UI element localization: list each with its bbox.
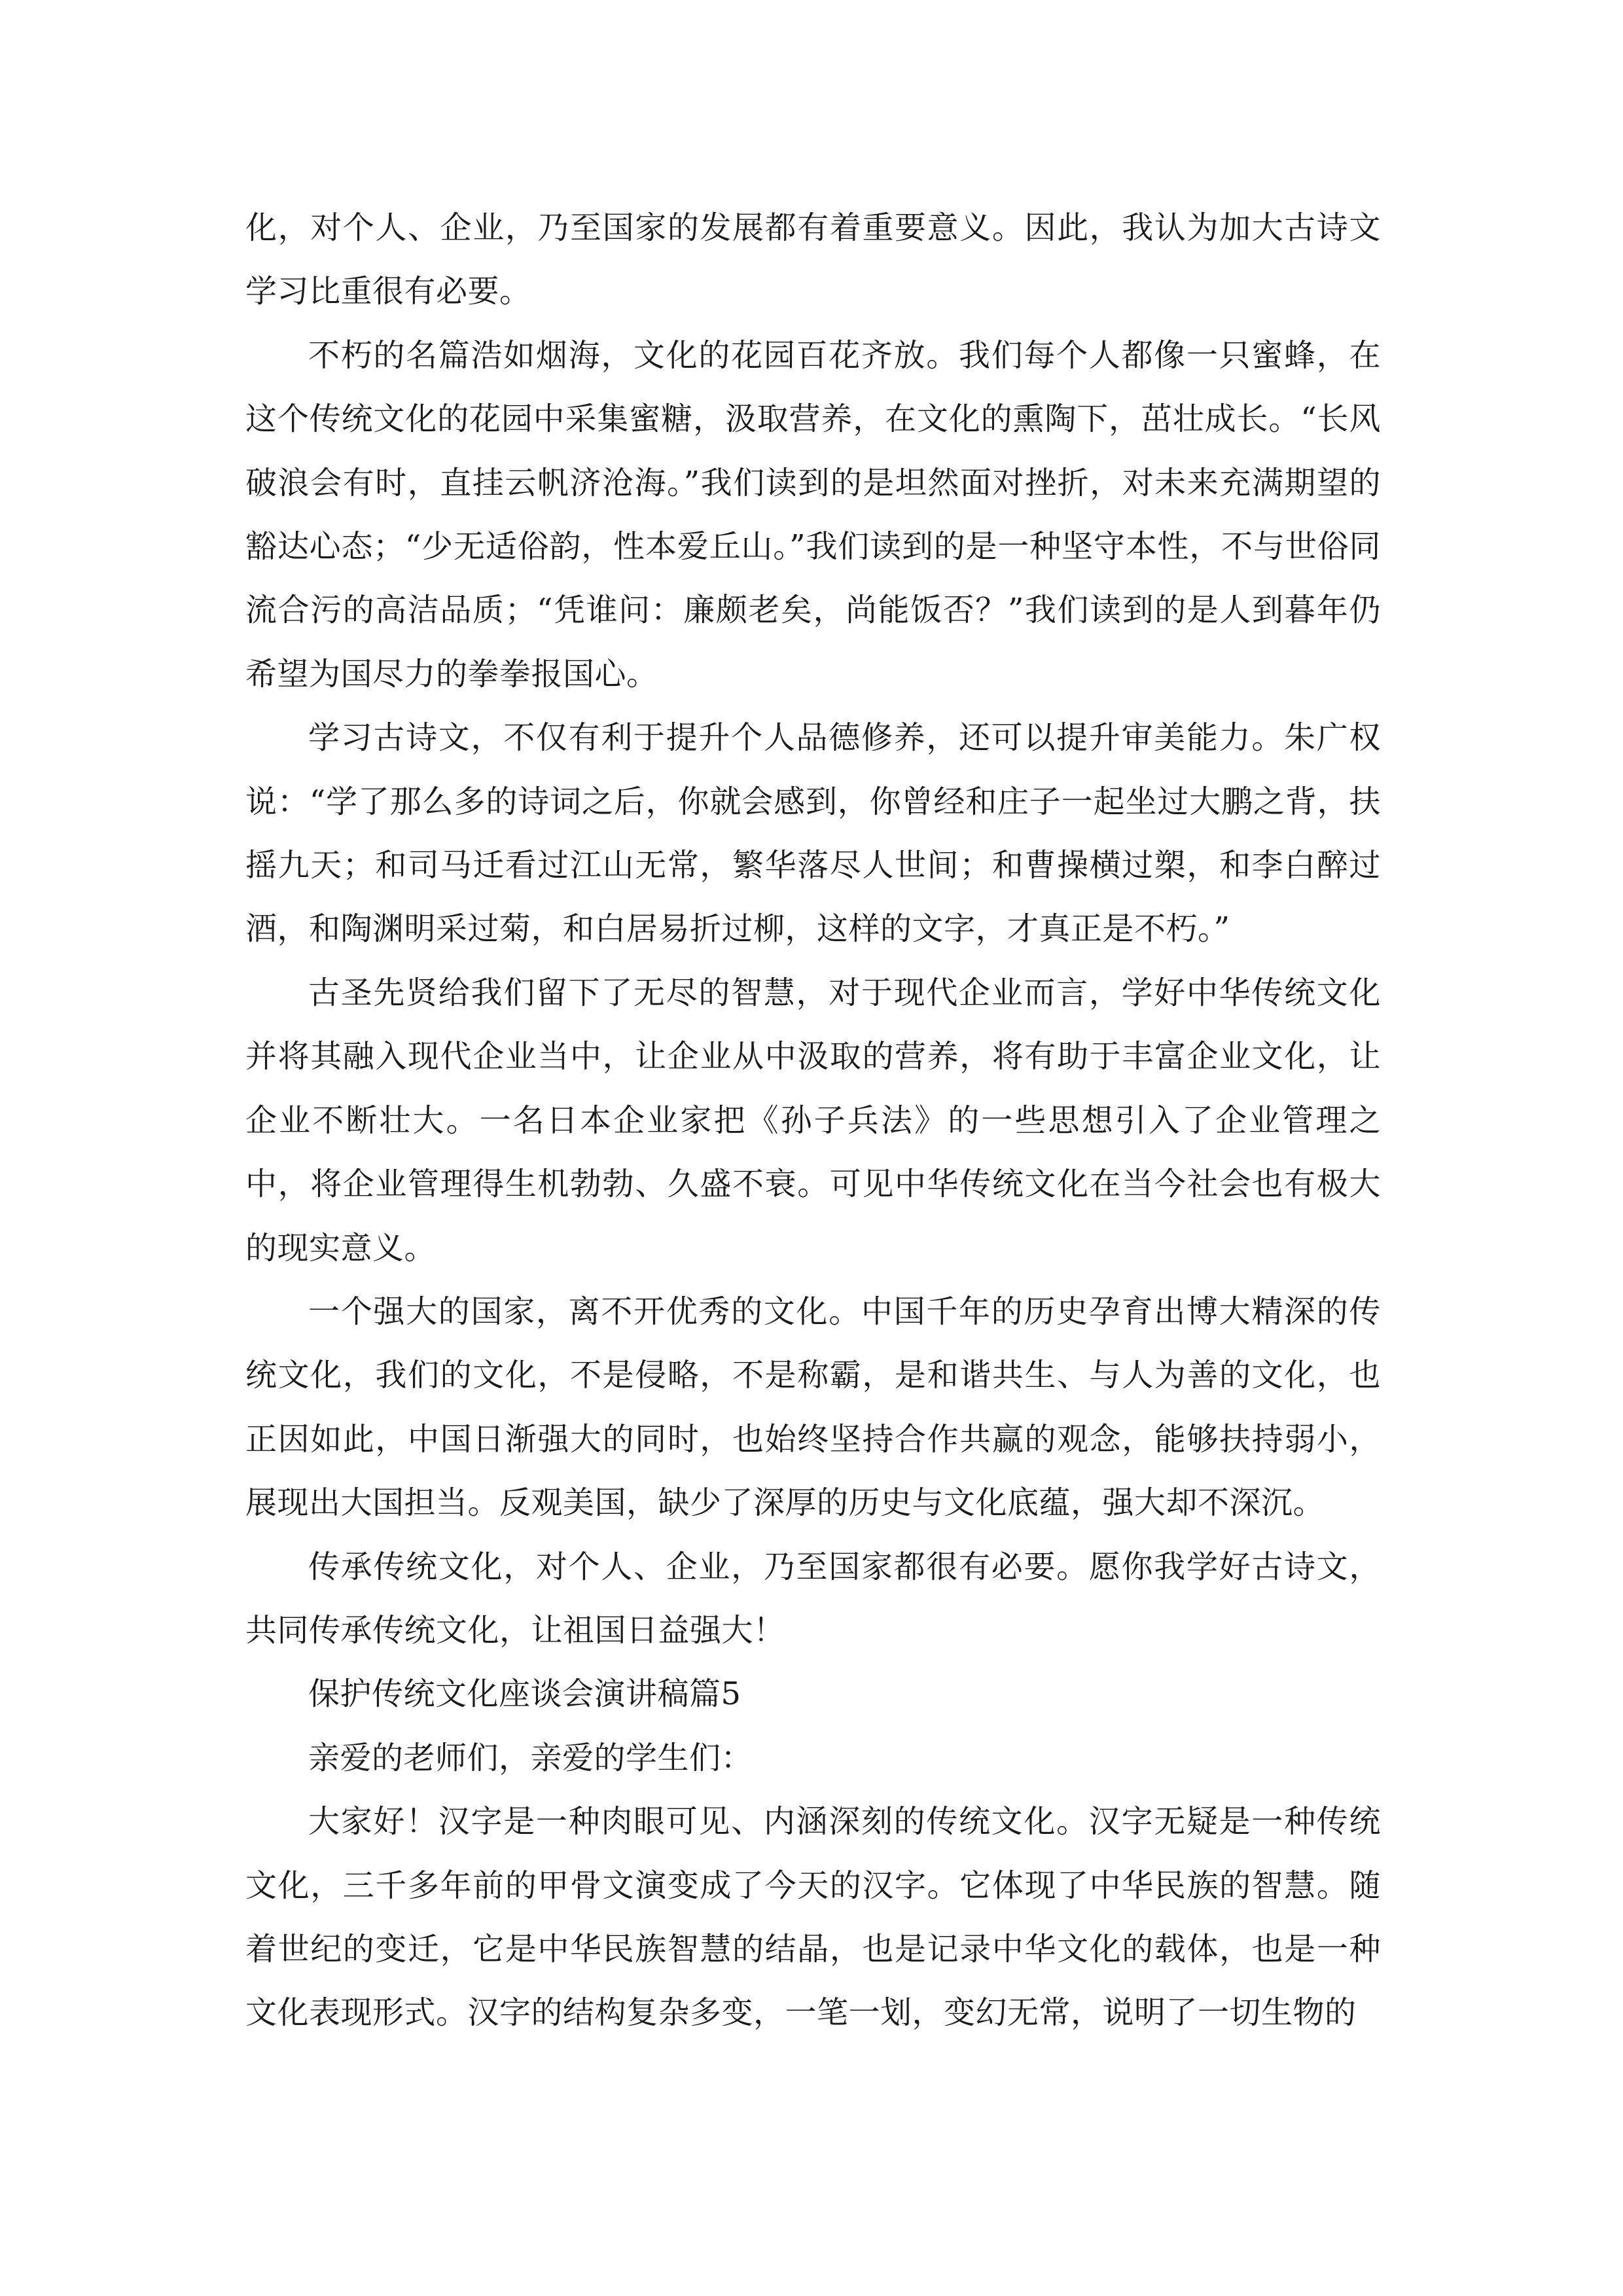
paragraph-3: 学习古诗文，不仅有利于提升个人品德修养，还可以提升审美能力。朱广权说：“学了那么多的诗词之后，你就会感到，你曾经和庄子一起坐过大鹏之背，扶摇九天；和司马迁看过江山无常，繁华落尽人世间；和曹操横过槊，和李白醉过酒，和陶渊明采过菊，和白居易折过柳，这样的文字，才真正是不朽。” xyxy=(245,719,1381,948)
paragraph-4: 古圣先贤给我们留下了无尽的智慧，对于现代企业而言，学好中华传统文化并将其融入现代企业当中，让企业从中汲取的营养，将有助于丰富企业文化，让企业不断壮大。一名日本企业家把《孙子兵法》的一些思想引入了企业管理之中，将企业管理得生机勃勃、久盛不衰。可见中华传统文化在当今社会也有极大的现实意义。 xyxy=(245,974,1381,1266)
section-heading: 保护传统文化座谈会演讲稿篇5 xyxy=(308,1676,741,1713)
paragraph-1: 化，对个人、企业，乃至国家的发展都有着重要意义。因此，我认为加大古诗文学习比重很有必要。 xyxy=(245,209,1381,310)
paragraph-2: 不朽的名篇浩如烟海，文化的花园百花齐放。我们每个人都像一只蜜蜂，在这个传统文化的花园中采集蜜糖，汲取营养，在文化的熏陶下，茁壮成长。“长风破浪会有时，直挂云帆济沧海。”我们读到的是坦然面对挫折，对未来充满期望的豁达心态；“少无适俗韵，性本爱丘山。”我们读到的是一种坚守本性，不与世俗同流合污的高洁品质；“凭谁问：廉颇老矣，尚能饭否？”我们读到的是人到暮年仍希望为国尽力的拳拳报国心。 xyxy=(245,336,1381,692)
paragraph-6: 传承传统文化，对个人、企业，乃至国家都很有必要。愿你我学好古诗文，共同传承传统文化，让祖国日益强大！ xyxy=(245,1548,1381,1649)
paragraph-7: 大家好！汉字是一种肉眼可见、内涵深刻的传统文化。汉字无疑是一种传统文化，三千多年前的甲骨文演变成了今天的汉字。它体现了中华民族的智慧。随着世纪的变迁，它是中华民族智慧的结晶，也是记录中华文化的载体，也是一种文化表现形式。汉字的结构复杂多变，一笔一划，变幻无常，说明了一切生物的 xyxy=(245,1803,1381,2032)
paragraph-5: 一个强大的国家，离不开优秀的文化。中国千年的历史孕育出博大精深的传统文化，我们的文化，不是侵略，不是称霸，是和谐共生、与人为善的文化，也正因如此，中国日渐强大的同时，也始终坚持合作共赢的观念，能够扶持弱小，展现出大国担当。反观美国，缺少了深厚的历史与文化底蕴，强大却不深沉。 xyxy=(245,1293,1381,1522)
document-body xyxy=(245,196,1381,2045)
salutation: 亲爱的老师们，亲爱的学生们： xyxy=(308,1739,753,1776)
